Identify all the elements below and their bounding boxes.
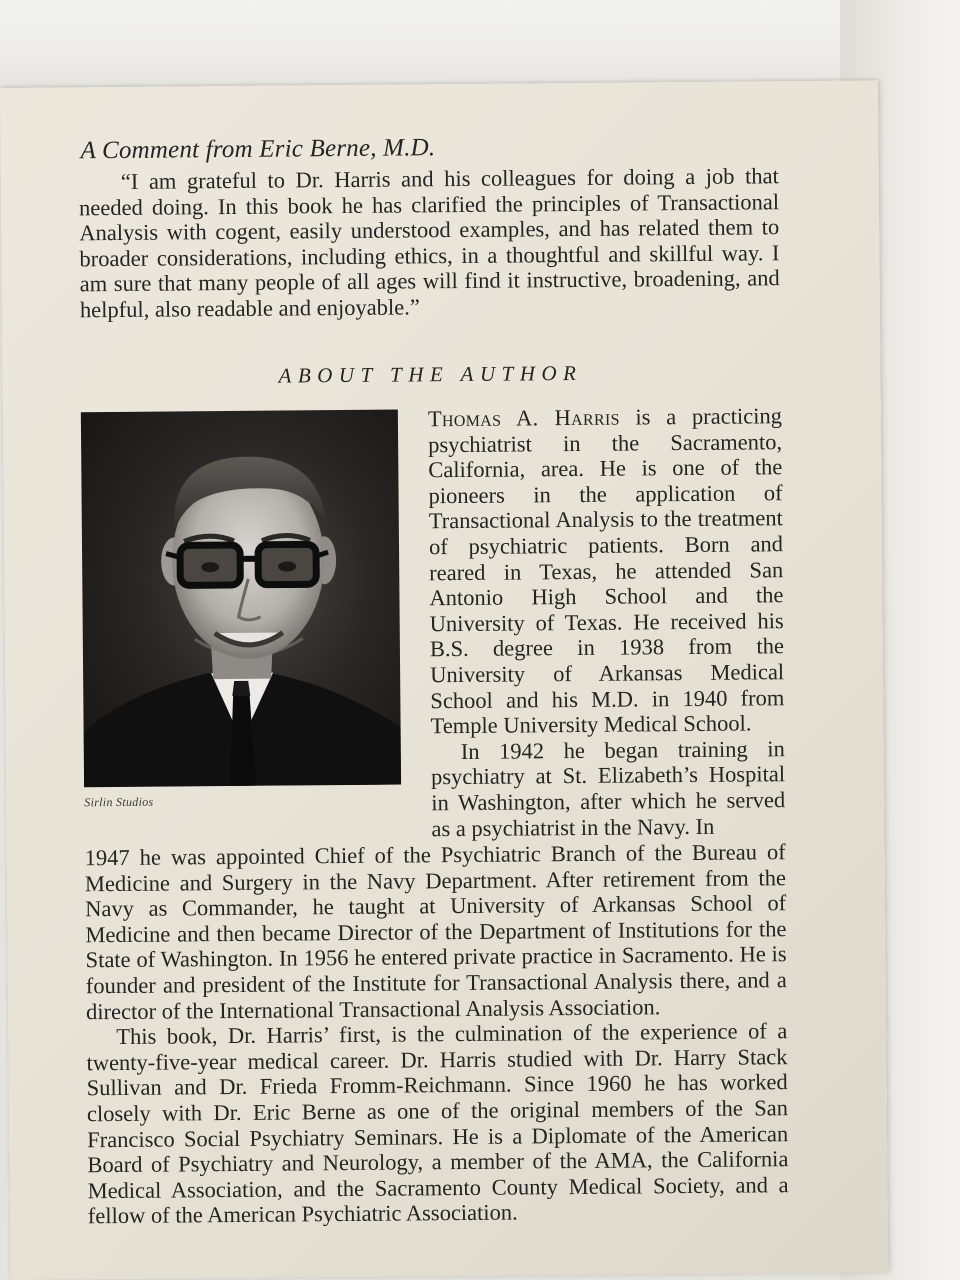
bio-paragraph-3: This book, Dr. Harris’ first, is the culmination of the experience of a twenty-five-year medical career. Dr. Harris studied with Dr. Harry Stack Sullivan and Dr. Frieda Fromm-Reichmann. Since 1960 he has worked closely with Dr. Eric Berne as one of the original members of the San Francisco Social Psychiatry Seminars. He is a Diplomate of the American Board of Psychiatry and Neurology, a member of the AMA, the California Medical Association, and the Sacramento County Medical Society, and a fellow of the American Psychiatric Association. xyxy=(86,1018,789,1229)
author-portrait-image xyxy=(81,410,401,788)
bio-paragraph-1 xyxy=(428,403,785,739)
bio-column xyxy=(428,403,786,841)
author-photo xyxy=(81,410,401,788)
bio-paragraph-2-rest: 1947 he was appointed Chief of the Psychiatric Branch of the Bureau of Medicine and Surgery in the Navy Department. After retirement from the Navy as Commander, he taught at University of Arkansas School of Medicine and then became Director of the Department of Institutions for the State of Washington. In 1956 he entered private practice in Sacramento. He is founder and president of the Institute for Transactional Analysis there, and a director of the International Transactional Analysis Association. xyxy=(84,839,787,1024)
berne-quote: “I am grateful to Dr. Harris and his colleagues for doing a job that needed doing. In this book he has clarified the principles of Transactional Analysis with cogent, easily understood examples, and has related them to broader considerations, including ethics, in a thoughtful and skillful way. I am sure that many people of all ages will find it instructive, broadening, and helpful, also readable and enjoyable.” xyxy=(78,163,780,323)
author-name: Thomas A. Harris xyxy=(427,404,620,432)
book-page xyxy=(0,80,888,1280)
section-title: ABOUT THE AUTHOR xyxy=(278,360,583,388)
comment-heading: A Comment from Eric Berne, M.D. xyxy=(80,134,436,165)
photo-credit: Sirlin Studios xyxy=(84,794,154,810)
bio-paragraph-2-start: In 1942 he began training in psychiatry at St. Elizabeth’s Hospital in Washington, after which he served as a psychiatrist in the Navy. In xyxy=(430,735,786,841)
bio-full-width xyxy=(85,839,789,1229)
bio-paragraph-1-text: is a practicing psychiatrist in the Sacramento, California, area. He is one of the pioneers in the application of Transactional Analysis to the treatment of psychiatric patients. Born and reared in Texas, he attended San Antonio High School and the University of Texas. He received his B.S. degree in 1938 from the University of Arkansas Medical School and his M.D. in 1940 from Temple University Medical School. xyxy=(428,403,785,739)
